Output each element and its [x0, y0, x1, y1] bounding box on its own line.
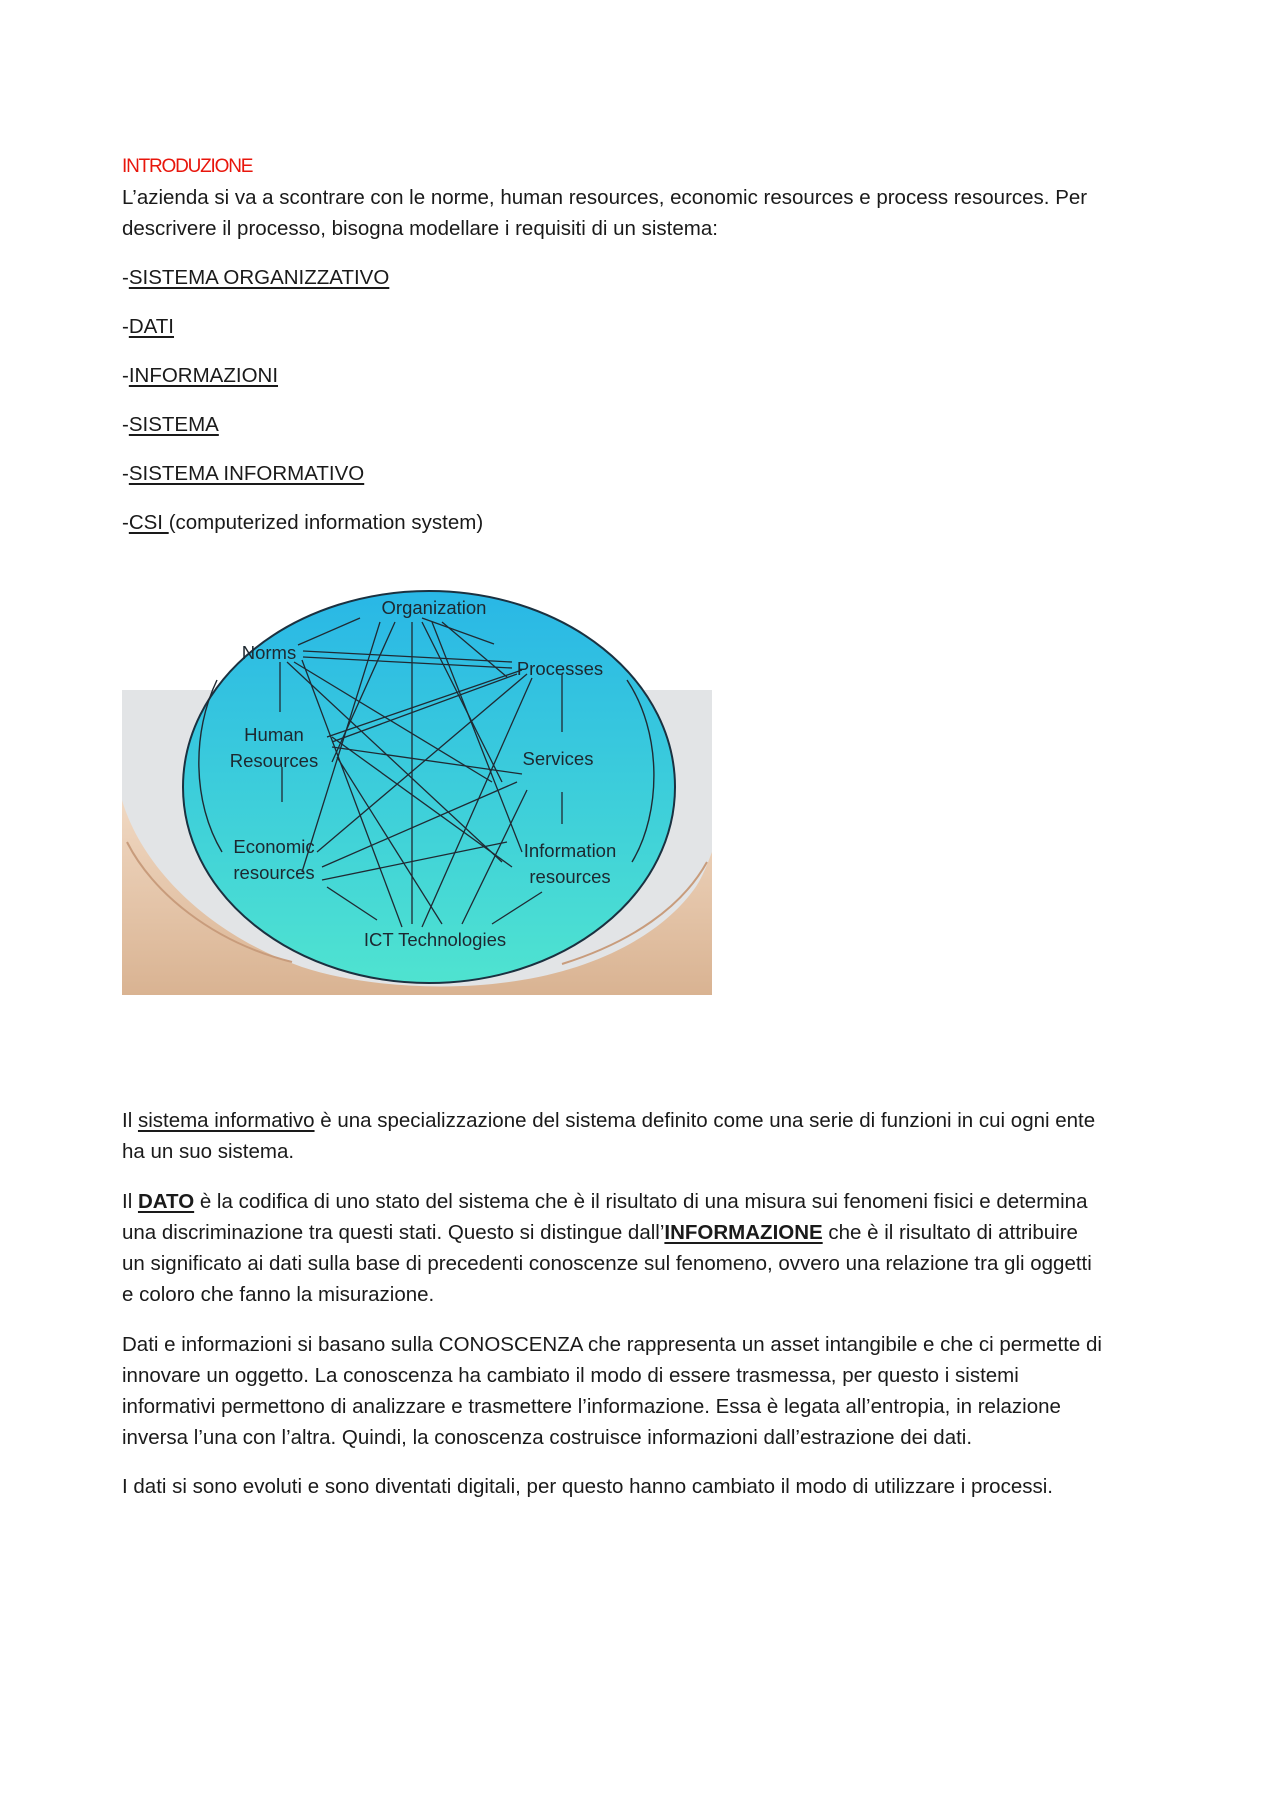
list-item: [122, 363, 278, 389]
list-dash: -: [122, 364, 129, 387]
node-norms: Norms: [241, 642, 297, 663]
list-dash: -: [122, 462, 129, 485]
node-human: Human: [244, 724, 304, 745]
paragraph-dato: [122, 1186, 1172, 1310]
text-span: ha un suo sistema.: [122, 1140, 295, 1163]
list-label: INFORMAZIONI: [128, 364, 279, 387]
node-services: Services: [522, 748, 594, 769]
text-span: Il: [122, 1190, 138, 1213]
organization-diagram: [122, 562, 712, 995]
text-span: una discriminazione tra questi stati. Questo si distingue dall’: [122, 1221, 665, 1244]
list-label: SISTEMA INFORMATIVO: [128, 462, 365, 485]
list-item: [122, 461, 364, 487]
text-span: è una specializzazione del sistema definito come una serie di funzioni in cui ogni ente: [314, 1109, 1096, 1132]
list-dash: -: [122, 315, 129, 338]
node-information: Information: [523, 840, 617, 861]
paragraph-sistema-informativo: [122, 1105, 1172, 1167]
intro-line: descrivere il processo, bisogna modellare i requisiti di un sistema:: [122, 217, 718, 240]
text-line: inversa l’una con l’altra. Quindi, la conoscenza costruisce informazioni dall’estrazione dei dati.: [122, 1426, 973, 1449]
paragraph-dati-digitali: [122, 1471, 1172, 1502]
node-ict-technologies: ICT Technologies: [363, 929, 507, 950]
list-label: CSI: [128, 511, 169, 534]
text-line: I dati si sono evoluti e sono diventati digitali, per questo hanno cambiato il modo di utilizzare i processi.: [122, 1475, 1053, 1498]
term-dato: DATO: [137, 1190, 195, 1213]
node-organization: Organization: [381, 597, 487, 618]
list-dash: -: [122, 266, 129, 289]
intro-line: L’azienda si va a scontrare con le norme, human resources, economic resources e process resources. Per: [122, 186, 1088, 209]
text-span: che è il risultato di attribuire: [822, 1221, 1078, 1244]
text-span: Il: [122, 1109, 138, 1132]
node-processes: Processes: [516, 658, 604, 679]
text-span: e coloro che fanno la misurazione.: [122, 1283, 435, 1306]
list-dash: -: [122, 511, 129, 534]
text-line: informativi permettono di analizzare e trasmettere l’informazione. Essa è legata all’entropia, in relazione: [122, 1395, 1061, 1418]
list-label: DATI: [128, 315, 175, 338]
list-label: SISTEMA ORGANIZZATIVO: [128, 266, 390, 289]
node-resources: Resources: [229, 750, 319, 771]
intro-paragraph: [122, 182, 1172, 244]
term-informazione: INFORMAZIONE: [664, 1221, 823, 1244]
node-information-resources: resources: [529, 866, 611, 887]
list-dash: -: [122, 413, 129, 436]
list-item: [122, 265, 389, 291]
list-item: [122, 314, 174, 340]
list-label: SISTEMA: [128, 413, 219, 436]
text-line: Dati e informazioni si basano sulla CONOSCENZA che rappresenta un asset intangibile e che ci permette di: [122, 1333, 1102, 1356]
list-item: [122, 510, 483, 536]
node-economic-resources: resources: [233, 862, 315, 883]
paragraph-conoscenza: [122, 1329, 1172, 1453]
text-span: un significato ai dati sulla base di precedenti conoscenze sul fenomeno, ovvero una relazione tra gli oggetti: [122, 1252, 1092, 1275]
section-heading: INTRODUZIONE: [122, 156, 253, 177]
list-suffix: (computerized information system): [168, 511, 484, 534]
term-sistema-informativo: sistema informativo: [137, 1109, 315, 1132]
text-line: innovare un oggetto. La conoscenza ha cambiato il modo di essere trasmessa, per questo i sistemi: [122, 1364, 1019, 1387]
text-span: è la codifica di uno stato del sistema che è il risultato di una misura sui fenomeni fisici e determina: [194, 1190, 1088, 1213]
list-item: [122, 412, 219, 438]
organization-diagram-figure: [122, 562, 712, 995]
node-economic: Economic: [233, 836, 315, 857]
